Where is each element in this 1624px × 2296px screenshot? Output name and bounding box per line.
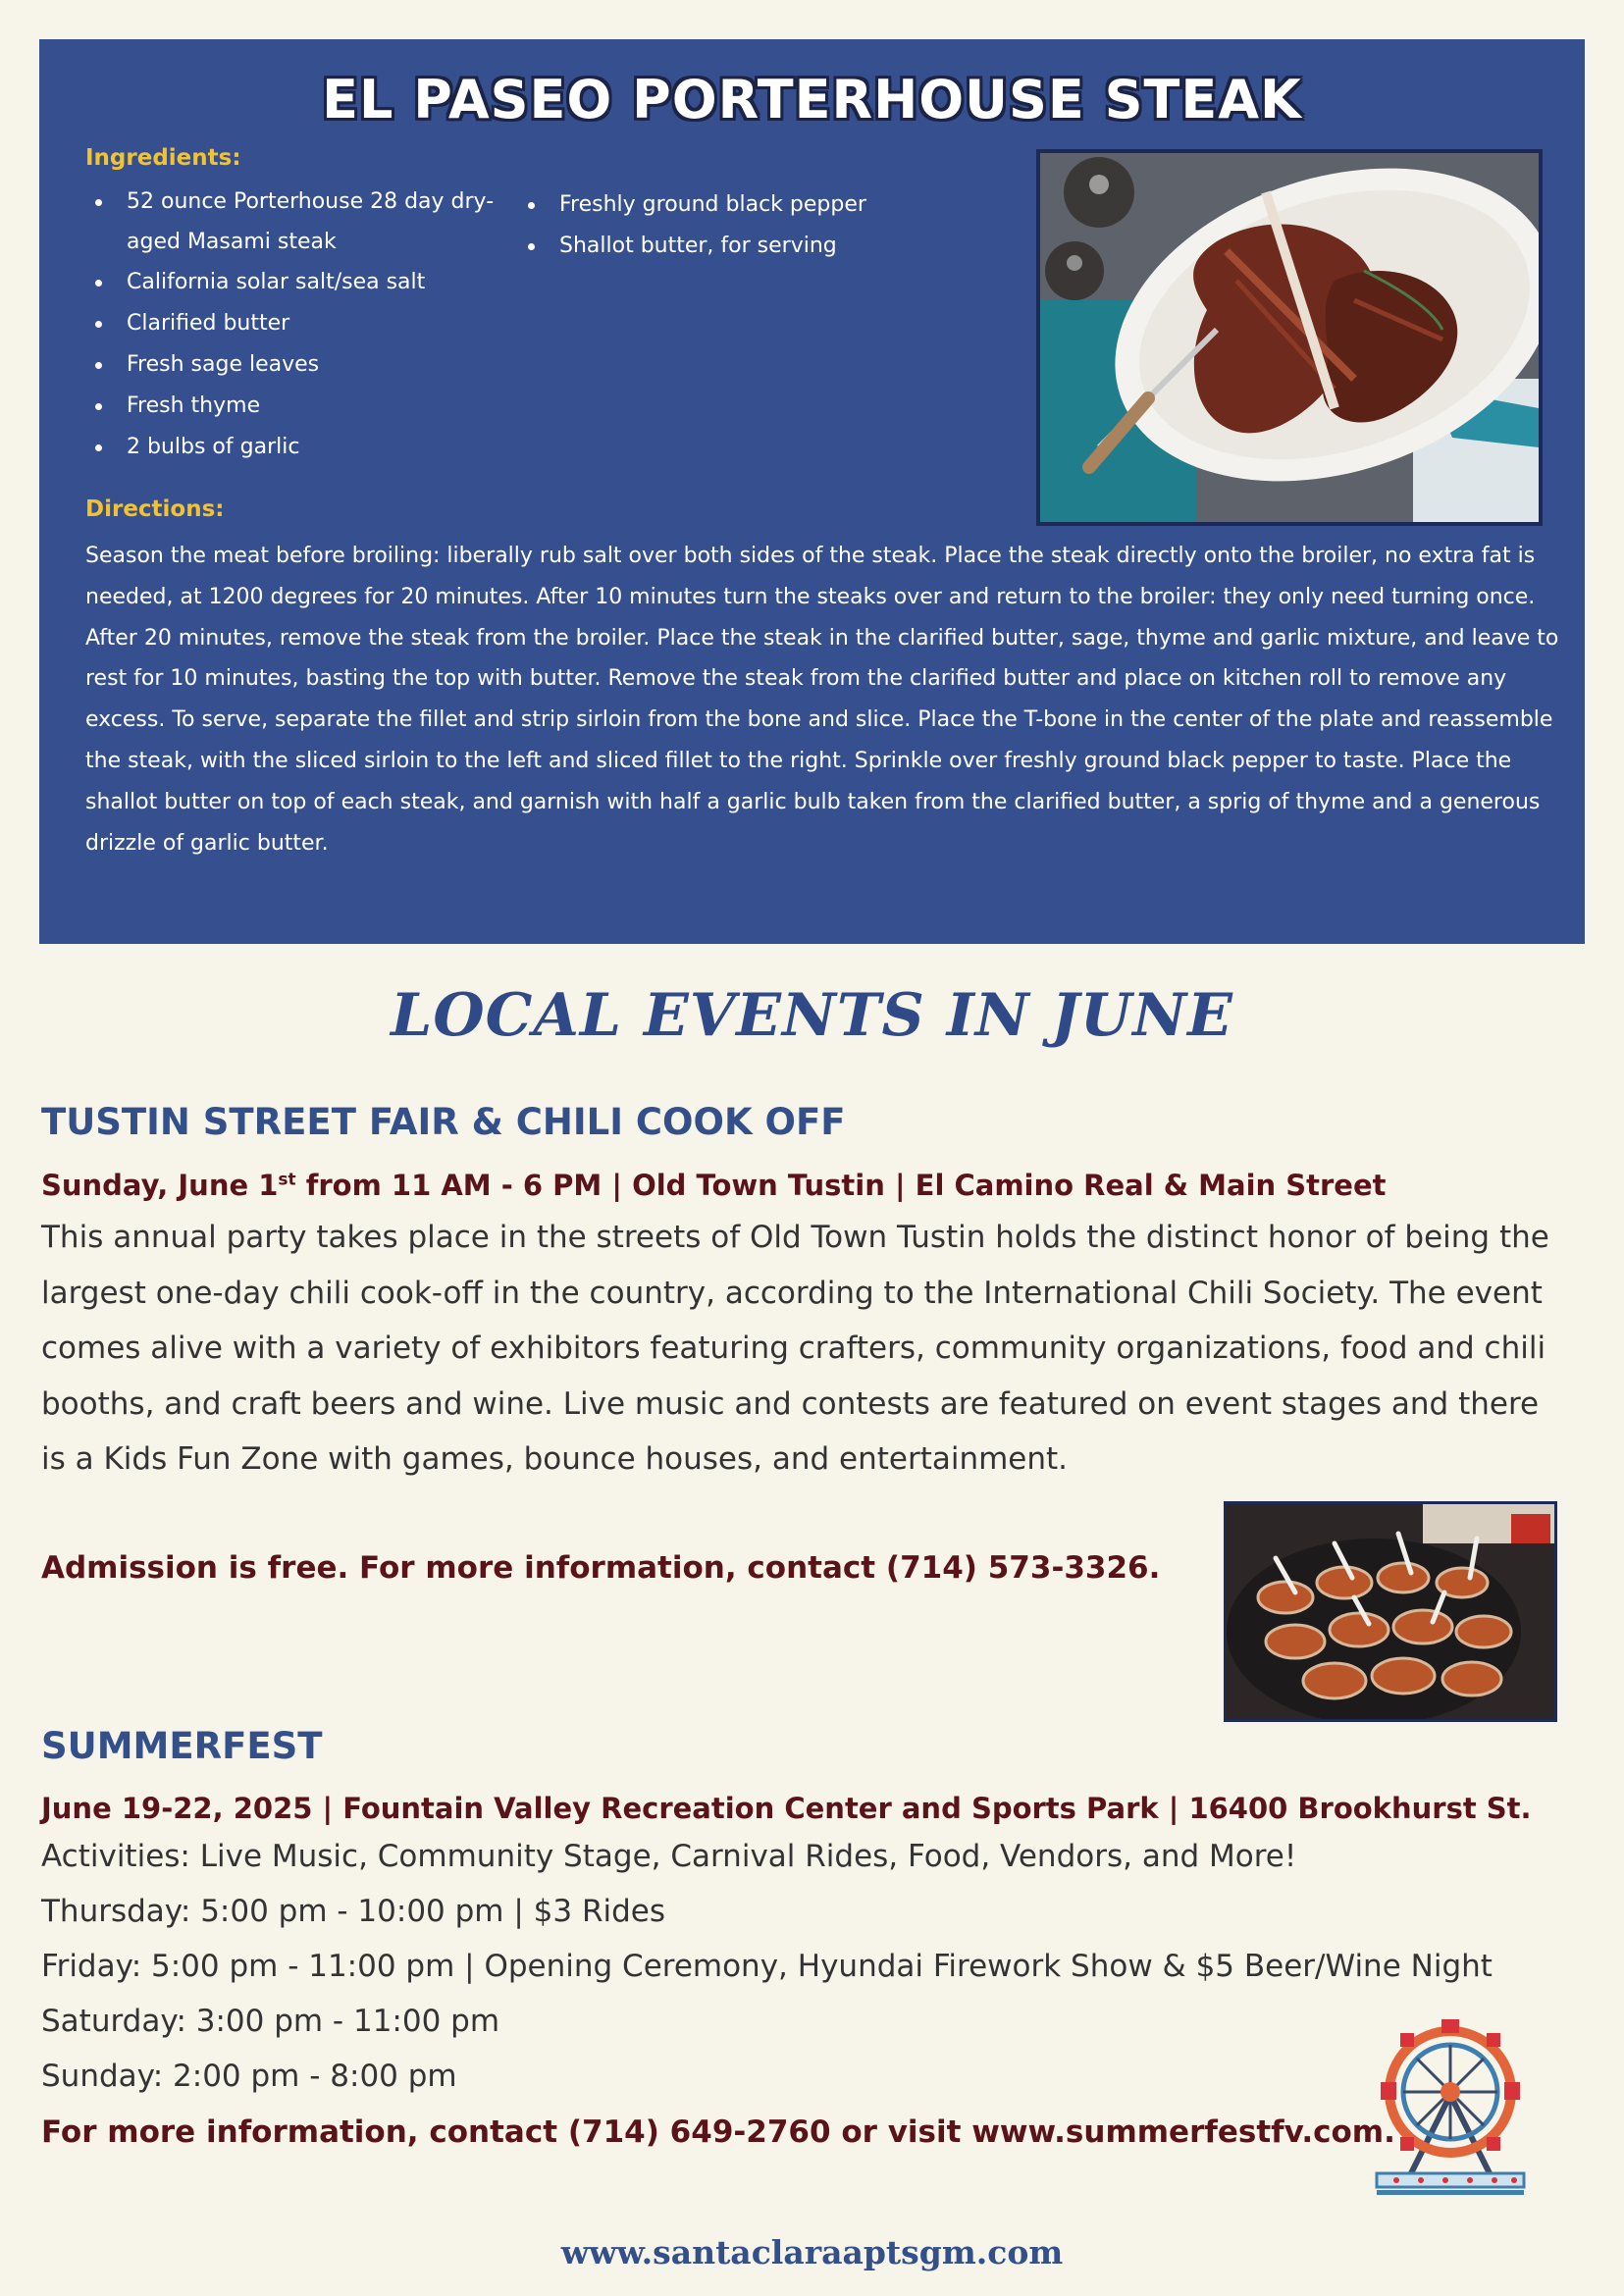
directions-label: Directions: — [85, 496, 225, 522]
ingredient-item: Freshly ground black pepper — [518, 184, 989, 226]
summerfest-contact: For more information, contact (714) 649-2760 or visit www.summerfestfv.com. — [41, 2114, 1395, 2150]
ingredient-item: Fresh sage leaves — [85, 344, 547, 386]
ingredient-item: Shallot butter, for serving — [518, 226, 989, 267]
recipe-panel — [39, 39, 1585, 944]
summerfest-saturday: Saturday: 3:00 pm - 11:00 pm — [41, 2004, 500, 2039]
ingredient-item: Clarified butter — [85, 303, 547, 344]
chili-image — [1227, 1504, 1554, 1719]
ingredients-list-col2 — [518, 184, 989, 267]
tustin-admission: Admission is free. For more information, contact (714) 573-3326. — [41, 1550, 1161, 1586]
ingredient-item: Fresh thyme — [85, 386, 547, 427]
summerfest-heading: SUMMERFEST — [41, 1725, 323, 1767]
ingredient-item: California solar salt/sea salt — [85, 262, 547, 303]
ingredient-item: 2 bulbs of garlic — [85, 427, 547, 468]
ingredients-list-col1 — [85, 182, 547, 468]
ingredient-item: 52 ounce Porterhouse 28 day dry-aged Masami steak — [85, 182, 547, 262]
summerfest-friday: Friday: 5:00 pm - 11:00 pm | Opening Ceremony, Hyundai Firework Show & $5 Beer/Wine Night — [41, 1949, 1493, 1984]
chili-photo — [1224, 1501, 1557, 1722]
tustin-date-line — [41, 1169, 1387, 1202]
steak-image — [1040, 153, 1539, 522]
footer-url[interactable]: www.santaclaraaptsgm.com — [560, 2233, 1064, 2271]
tustin-description: This annual party takes place in the streets of Old Town Tustin holds the distinct honor of being the largest one-day chili cook-off in the country, according to the International Chili Society. The event comes alive with a variety of exhibitors featuring crafters, community organizations, food and chili booths, and craft beers and wine. Live music and contests are featured on event stages and there is a Kids Fun Zone with games, bounce houses, and entertainment. — [41, 1220, 1549, 1477]
tustin-date-rest: from 11 AM - 6 PM | Old Town Tustin | El Camino Real & Main Street — [295, 1169, 1387, 1202]
steak-photo — [1036, 149, 1543, 526]
summerfest-details: June 19-22, 2025 | Fountain Valley Recreation Center and Sports Park | 16400 Brookhurst St. — [41, 1792, 1532, 1825]
ferris-wheel-icon — [1367, 2011, 1534, 2198]
tustin-heading: TUSTIN STREET FAIR & CHILI COOK OFF — [41, 1101, 846, 1143]
events-title: LOCAL EVENTS IN JUNE — [391, 981, 1233, 1050]
tustin-date-prefix: Sunday, June 1 — [41, 1169, 279, 1202]
summerfest-activities: Activities: Live Music, Community Stage, Carnival Rides, Food, Vendors, and More! — [41, 1839, 1297, 1874]
summerfest-sunday: Sunday: 2:00 pm - 8:00 pm — [41, 2059, 457, 2094]
ingredients-label: Ingredients: — [85, 145, 241, 171]
tustin-date-sup: st — [278, 1170, 296, 1190]
directions-text: Season the meat before broiling: liberally rub salt over both sides of the steak. Place the steak directly onto the broiler, no extra fat is needed, at 1200 degrees for 20 minutes. After 10 minutes turn the steaks over and return to the broiler: they only need turning once. After 20 minutes, remove the steak from the broiler. Place the steak in the clarified butter, sage, thyme and garlic mixture, and leave to rest for 10 minutes, basting the top with butter. Remove the steak from the clarified butter and place on kitchen roll to remove any excess. To serve, separate the fillet and strip sirloin from the bone and slice. Place the T-bone in the center of the plate and reassemble the steak, with the sliced sirloin to the left and sliced fillet to the right. Sprinkle over freshly ground black pepper to taste. Place the shallot butter on top of each steak, and garnish with half a garlic bulb taken from the clarified butter, a sprig of thyme and a generous drizzle of garlic butter. — [85, 544, 1559, 856]
summerfest-thursday: Thursday: 5:00 pm - 10:00 pm | $3 Rides — [41, 1894, 665, 1929]
recipe-title: EL PASEO PORTERHOUSE STEAK — [322, 69, 1302, 130]
